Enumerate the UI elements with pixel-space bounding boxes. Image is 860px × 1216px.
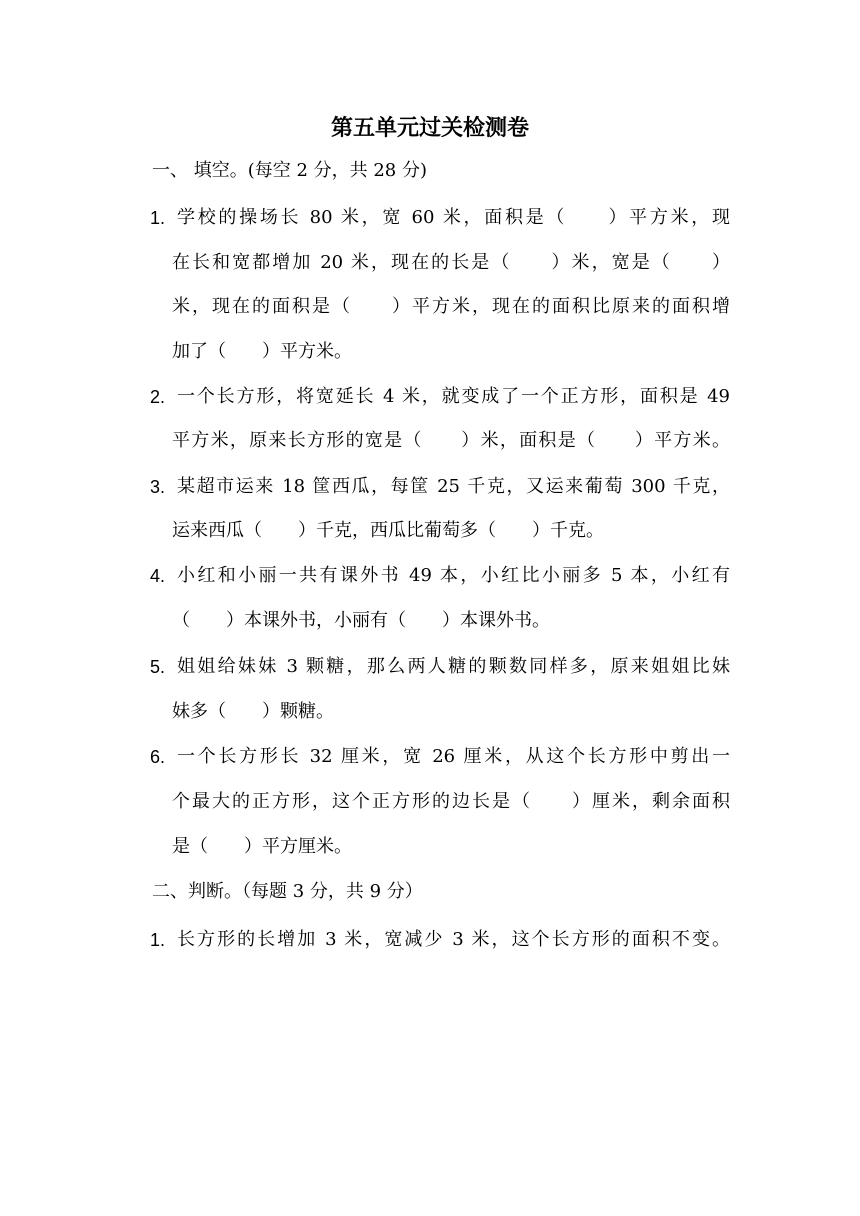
question-line: 某超市运来 18 筐西瓜，每筐 25 千克，又运来葡萄 300 千克， [177, 476, 730, 497]
question-line: 姐姐给妹妹 3 颗糖，那么两人糖的颗数同样多，原来姐姐比妹 [177, 656, 730, 677]
question-line: 米，现在的面积是（ ）平方米，现在的面积比原来的面积增 [172, 296, 730, 317]
question-line: 平方米，原来长方形的宽是（ ）米，面积是（ ）平方米。 [172, 430, 730, 451]
section-1-heading: 一、 填空。(每空 2 分，共 28 分) [152, 160, 428, 181]
question-line: 一个长方形长 32 厘米，宽 26 厘米，从这个长方形中剪出一 [177, 746, 730, 767]
question-number: 6. [150, 747, 166, 767]
question-line: 在长和宽都增加 20 米，现在的长是（ ）米，宽是（ ） [172, 252, 730, 273]
question-number: 1. [150, 930, 166, 950]
page-title: 第五单元过关检测卷 [330, 116, 529, 141]
question-line: 加了（ ）平方米。 [172, 341, 352, 362]
question-line: 长方形的长增加 3 米，宽减少 3 米，这个长方形的面积不变。 [177, 929, 730, 950]
question-number: 3. [150, 477, 166, 497]
question-line: 运来西瓜（ ）千克，西瓜比葡萄多（ ）千克。 [172, 520, 604, 541]
question-number: 4. [150, 566, 166, 586]
question-number: 1. [150, 208, 166, 228]
question-number: 2. [150, 387, 166, 407]
question-line: 小红和小丽一共有课外书 49 本，小红比小丽多 5 本，小红有 [177, 565, 730, 586]
question-line: 是（ ）平方厘米。 [172, 836, 352, 857]
question-line: 学校的操场长 80 米，宽 60 米，面积是（ ）平方米，现 [177, 207, 730, 228]
question-number: 5. [150, 657, 166, 677]
question-line: 妹多（ ）颗糖。 [172, 701, 334, 722]
question-line: 一个长方形，将宽延长 4 米，就变成了一个正方形，面积是 49 [177, 386, 730, 407]
section-2-heading: 二、判断。（每题 3 分，共 9 分） [152, 881, 423, 902]
question-line: 个最大的正方形，这个正方形的边长是（ ）厘米，剩余面积 [172, 791, 730, 812]
question-line: （ ）本课外书，小丽有（ ）本课外书。 [172, 610, 550, 631]
